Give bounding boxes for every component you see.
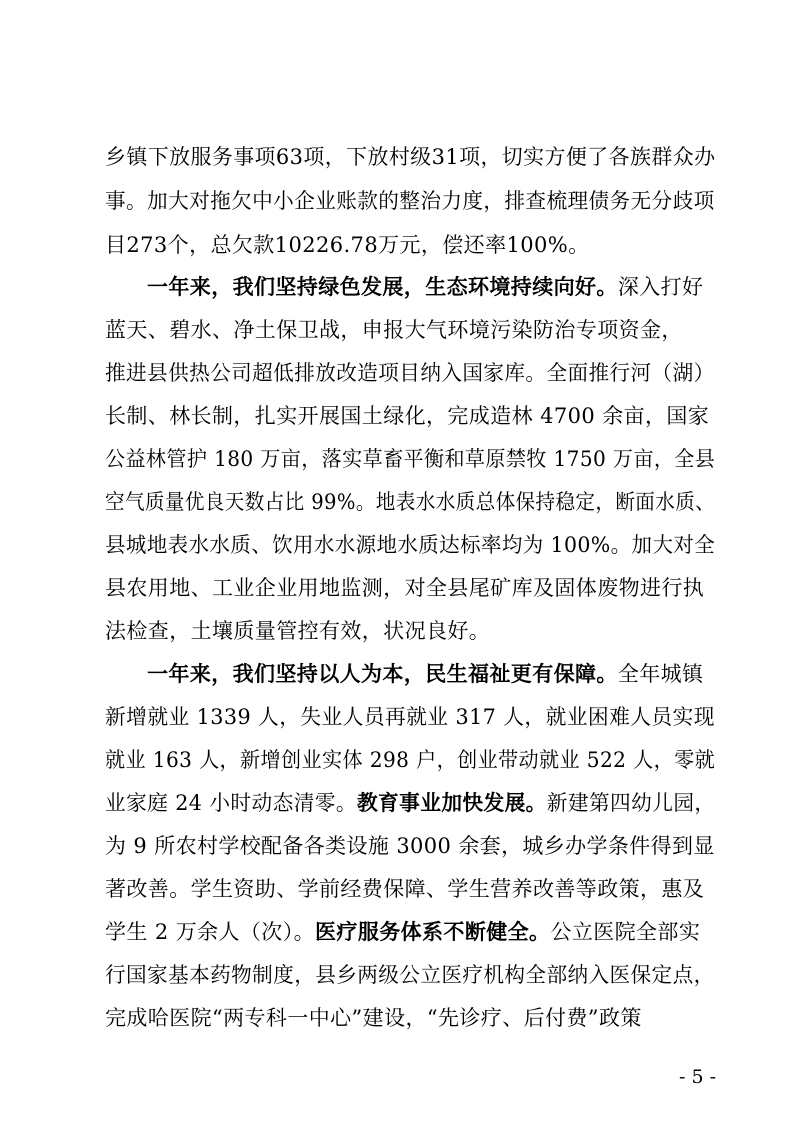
page-number: - 5 - [678, 1066, 716, 1088]
text-segment: 全年城镇 [617, 662, 704, 686]
text-segment: 为 9 所农村学校配备各类设施 3000 余套，城乡办学条件得到显 [105, 834, 715, 858]
paragraph-line [105, 484, 716, 520]
text-segment: 县农用地、工业企业用地监测，对全县尾矿库及固体废物进行执 [105, 576, 705, 600]
paragraph-line [105, 441, 716, 477]
text-segment: 乡镇下放服务事项63项，下放村级31项，切实方便了各族群众办 [105, 145, 716, 169]
text-segment: 就业 163 人，新增创业实体 298 户，创业带动就业 522 人，零就 [105, 748, 716, 772]
bold-heading-text: 医疗服务体系不断健全。 [315, 919, 551, 944]
text-segment: 县城地表水水质、饮用水水源地水质达标率均为 100%。加大对全 [105, 533, 716, 557]
text-segment: 目273个，总欠款10226.78万元，偿还率100%。 [105, 233, 590, 257]
text-segment: 学生 2 万余人（次）。 [105, 920, 316, 944]
bold-heading-text: 一年来，我们坚持绿色发展，生态环境持续向好。 [147, 274, 618, 299]
paragraph-line [105, 1000, 715, 1036]
paragraph-line [105, 139, 714, 175]
text-segment: 长制、林长制，扎实开展国土绿化，完成造林 4700 余亩，国家 [105, 404, 710, 428]
paragraph-line [105, 871, 715, 907]
paragraph-line [105, 183, 715, 219]
paragraph-line [147, 269, 715, 305]
paragraph-line [105, 957, 715, 993]
text-segment: 业家庭 24 小时动态清零。 [105, 791, 357, 815]
paragraph-line [105, 742, 716, 778]
paragraph-line [105, 355, 715, 391]
paragraph-line [105, 398, 715, 434]
bold-heading-text: 一年来，我们坚持以人为本，民生福祉更有保障。 [147, 661, 618, 686]
text-segment: 法检查，土壤质量管控有效，状况良好。 [105, 619, 491, 643]
paragraph-line [105, 570, 715, 606]
paragraph-line [105, 613, 715, 649]
text-segment: 推进县供热公司超低排放改造项目纳入国家库。全面推行河（湖） [105, 361, 715, 385]
text-segment: 完成哈医院“两专科一中心”建设，“先诊疗、后付费”政策 [105, 1006, 642, 1030]
text-segment: 新建第四幼儿园， [546, 791, 716, 815]
text-segment: 蓝天、碧水、净土保卫战，申报大气环境污染防治专项资金， [105, 318, 683, 342]
text-segment: 空气质量优良天数占比 99%。地表水水质总体保持稳定，断面水质、 [105, 490, 716, 514]
paragraph-line [105, 312, 715, 348]
paragraph-line [105, 828, 714, 864]
text-segment: 事。加大对拖欠中小企业账款的整治力度，排查梳理债务无分歧项 [105, 189, 715, 213]
text-segment: 新增就业 1339 人，失业人员再就业 317 人，就业困难人员实现 [105, 705, 715, 729]
bold-heading-text: 教育事业加快发展。 [356, 790, 547, 815]
text-segment: 公立医院全部实 [550, 920, 701, 944]
paragraph-line [105, 785, 716, 821]
paragraph-line [105, 527, 716, 563]
text-segment: 行国家基本药物制度，县乡两级公立医疗机构全部纳入医保定点， [105, 963, 715, 987]
paragraph-line [147, 656, 715, 692]
paragraph-line [105, 914, 715, 950]
paragraph-line [105, 699, 715, 735]
paragraph-line [105, 227, 715, 263]
text-segment: 著改善。学生资助、学前经费保障、学生营养改善等政策，惠及 [105, 877, 705, 901]
text-segment: 深入打好 [617, 275, 704, 299]
text-segment: 公益林管护 180 万亩，落实草畜平衡和草原禁牧 1750 万亩，全县 [105, 447, 716, 471]
